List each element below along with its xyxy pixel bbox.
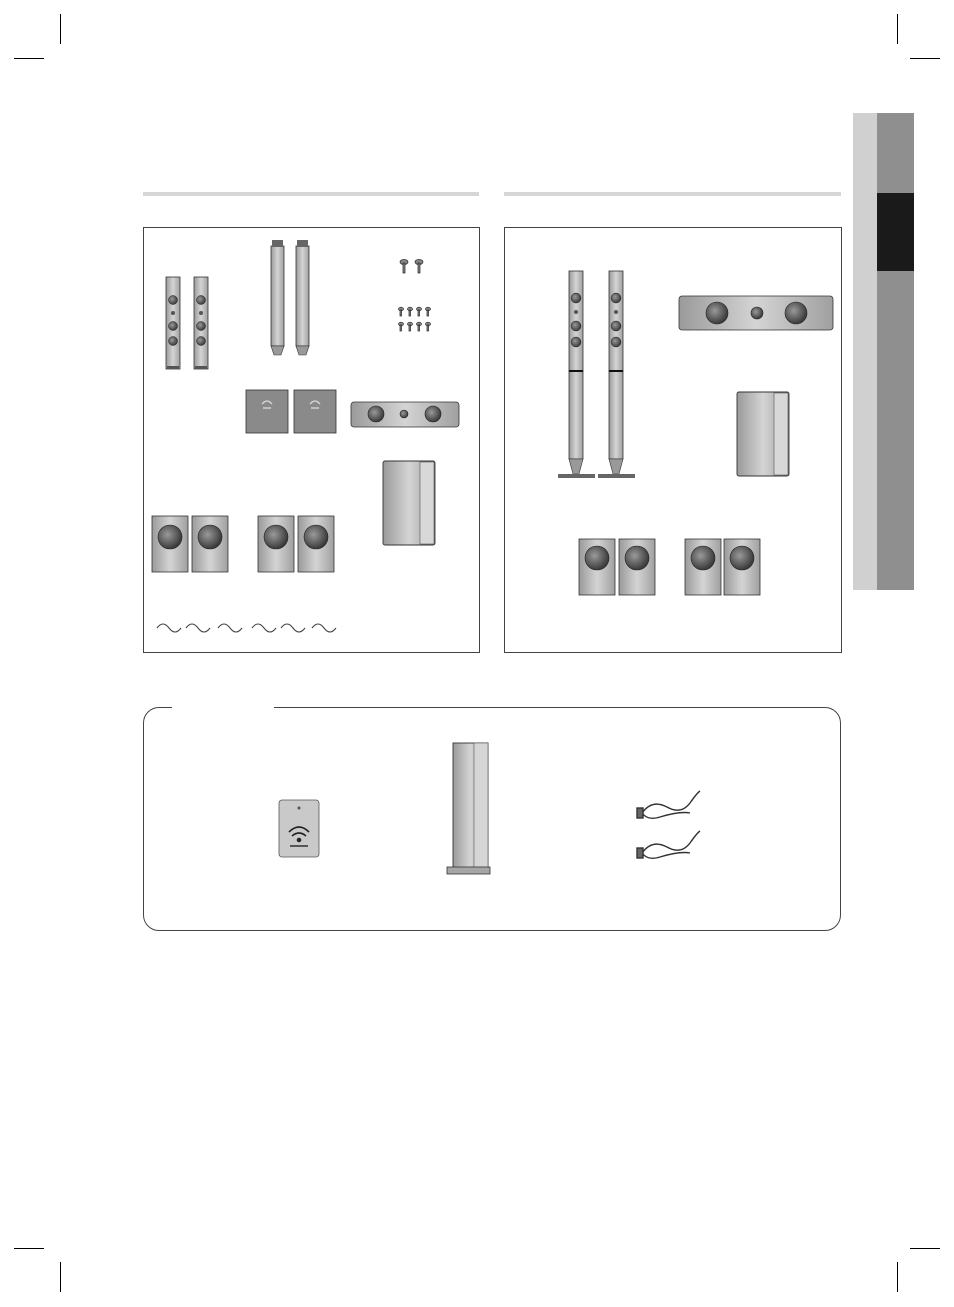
wireless-receiver-module: [447, 743, 490, 874]
wireless-card: [279, 800, 319, 857]
cable-pair: [637, 791, 700, 858]
